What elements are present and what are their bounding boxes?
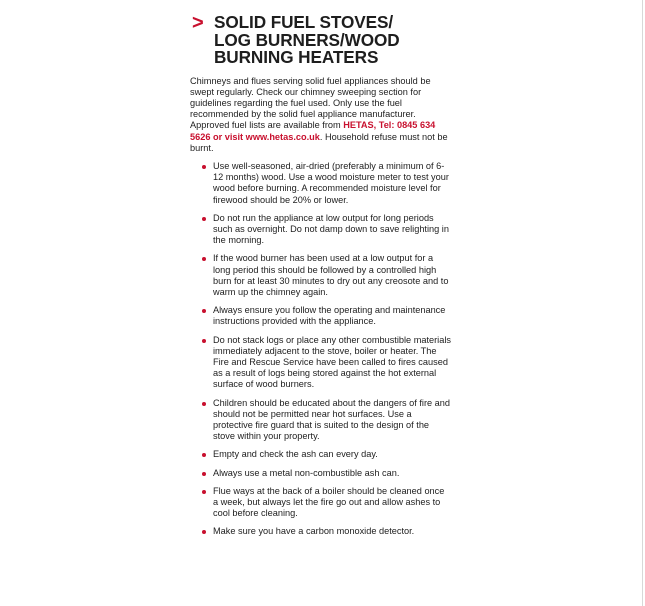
bullet-icon [202, 530, 206, 534]
intro-text: Chimneys and flues serving solid fuel appliances should be swept regularly. Check our chimney sweeping section for guidelines regarding the fuel used. Only use the fuel recommended by the solid fuel appliance manufacturer. Approved fuel lists are available from [190, 75, 431, 131]
list-item-text: Use well-seasoned, air-dried (preferably a minimum of 6-12 months) wood. Use a wood moisture meter to test your wood before burning. A recommended moisture level for firewood should be 20% or lower. [213, 160, 449, 205]
bullet-icon [202, 490, 206, 494]
hetas-contact-link[interactable]: HETAS, Tel: 0845 634 5626 or visit www.hetas.co.uk [190, 120, 436, 142]
intro-text-end: . Household refuse must not be burnt. [190, 131, 448, 153]
list-item-text: Make sure you have a carbon monoxide detector. [213, 526, 415, 537]
title-line: SOLID FUEL STOVES/ [214, 12, 394, 32]
list-item-text: Do not run the appliance at low output for long periods such as overnight. Do not damp down to save relighting in the morning. [213, 212, 449, 246]
list-item [202, 305, 452, 327]
bullet-icon [202, 472, 206, 476]
list-item [202, 398, 452, 443]
list-item [202, 468, 452, 479]
list-item-text: Always use a metal non-combustible ash can. [213, 467, 400, 478]
list-item-text: Empty and check the ash can every day. [213, 449, 378, 460]
bullet-icon [202, 217, 206, 221]
document-page [190, 14, 452, 545]
intro-paragraph [190, 76, 452, 154]
bullet-icon [202, 257, 206, 261]
bullet-icon [202, 339, 206, 343]
list-item-text: Do not stack logs or place any other combustible materials immediately adjacent to the stove, boiler or heater. The Fire and Rescue Service have been called to fires caused as a result of logs being stored against the hot external surface of wood burners. [213, 334, 451, 390]
safety-tips-list [190, 161, 452, 538]
page-title [214, 14, 452, 67]
bullet-icon [202, 402, 206, 406]
list-item-text: Children should be educated about the dangers of fire and should not be permitted near hot surfaces. Use a protective fire guard that is suited to the design of the stove within your property. [213, 397, 451, 442]
section-heading [190, 14, 452, 67]
list-item [202, 253, 452, 298]
list-item [202, 486, 452, 520]
title-line: BURNING HEATERS [214, 47, 379, 67]
bullet-icon [202, 165, 206, 169]
bullet-icon [202, 453, 206, 457]
chevron-right-icon: > [192, 12, 204, 34]
page-edge-divider [642, 0, 643, 606]
list-item [202, 161, 452, 206]
list-item [202, 526, 452, 537]
title-line: LOG BURNERS/WOOD [214, 29, 400, 50]
list-item-text: Always ensure you follow the operating and maintenance instructions provided with the appliance. [213, 305, 446, 327]
list-item-text: Flue ways at the back of a boiler should be cleaned once a week, but always let the fire go out and allow ashes to cool before cleaning. [213, 485, 445, 519]
list-item [202, 449, 452, 460]
list-item [202, 213, 452, 247]
list-item-text: If the wood burner has been used at a low output for a long period this should be followed by a controlled high burn for at least 30 minutes to dry out any creosote and to warm up the chimney again. [213, 253, 449, 297]
bullet-icon [202, 309, 206, 313]
list-item [202, 335, 452, 391]
